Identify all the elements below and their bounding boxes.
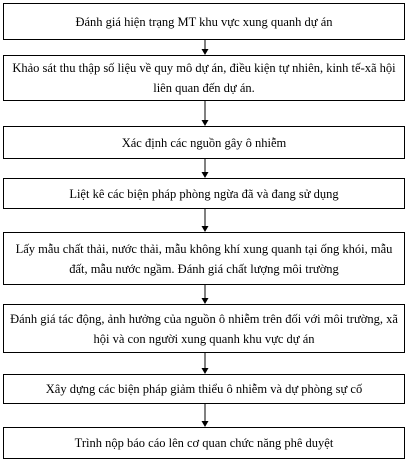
- flow-step-5: [3, 232, 405, 285]
- flow-step-8: [3, 427, 405, 459]
- flow-step-2: [3, 55, 405, 101]
- flow-step-1: [3, 3, 405, 40]
- flow-step-4-text: Liệt kê các biện pháp phòng ngừa đã và đang sử dụng: [69, 186, 339, 201]
- flow-step-2-text: Khảo sát thu thập số liệu về quy mô dự án, điều kiện tự nhiên, kinh tế-xã hội liên quan đến dự án.: [12, 61, 396, 95]
- flow-step-1-text: Đánh giá hiện trạng MT khu vực xung quanh dự án: [75, 14, 333, 29]
- flow-step-3: [3, 126, 405, 159]
- flow-step-4: [3, 178, 405, 209]
- flow-step-7-text: Xây dựng các biện pháp giảm thiểu ô nhiễm và dự phòng sự cố: [45, 382, 363, 396]
- flow-step-6-text: Đánh giá tác động, ảnh hưởng của nguồn ô nhiễm trên đối với môi trường, xã hội và con người xung quanh khu vực dự án: [10, 311, 398, 346]
- flow-step-3-text: Xác định các nguồn gây ô nhiễm: [121, 135, 287, 150]
- flow-step-7: [3, 374, 405, 404]
- flow-step-5-text: Lấy mẫu chất thải, nước thải, mẫu không khí xung quanh tại ống khói, mẫu đất, mẫu nước ngầm. Đánh giá chất lượng môi trường: [15, 241, 393, 276]
- flow-step-6: [3, 304, 405, 353]
- flow-step-8-text: Trình nộp báo cáo lên cơ quan chức năng phê duyệt: [74, 436, 334, 450]
